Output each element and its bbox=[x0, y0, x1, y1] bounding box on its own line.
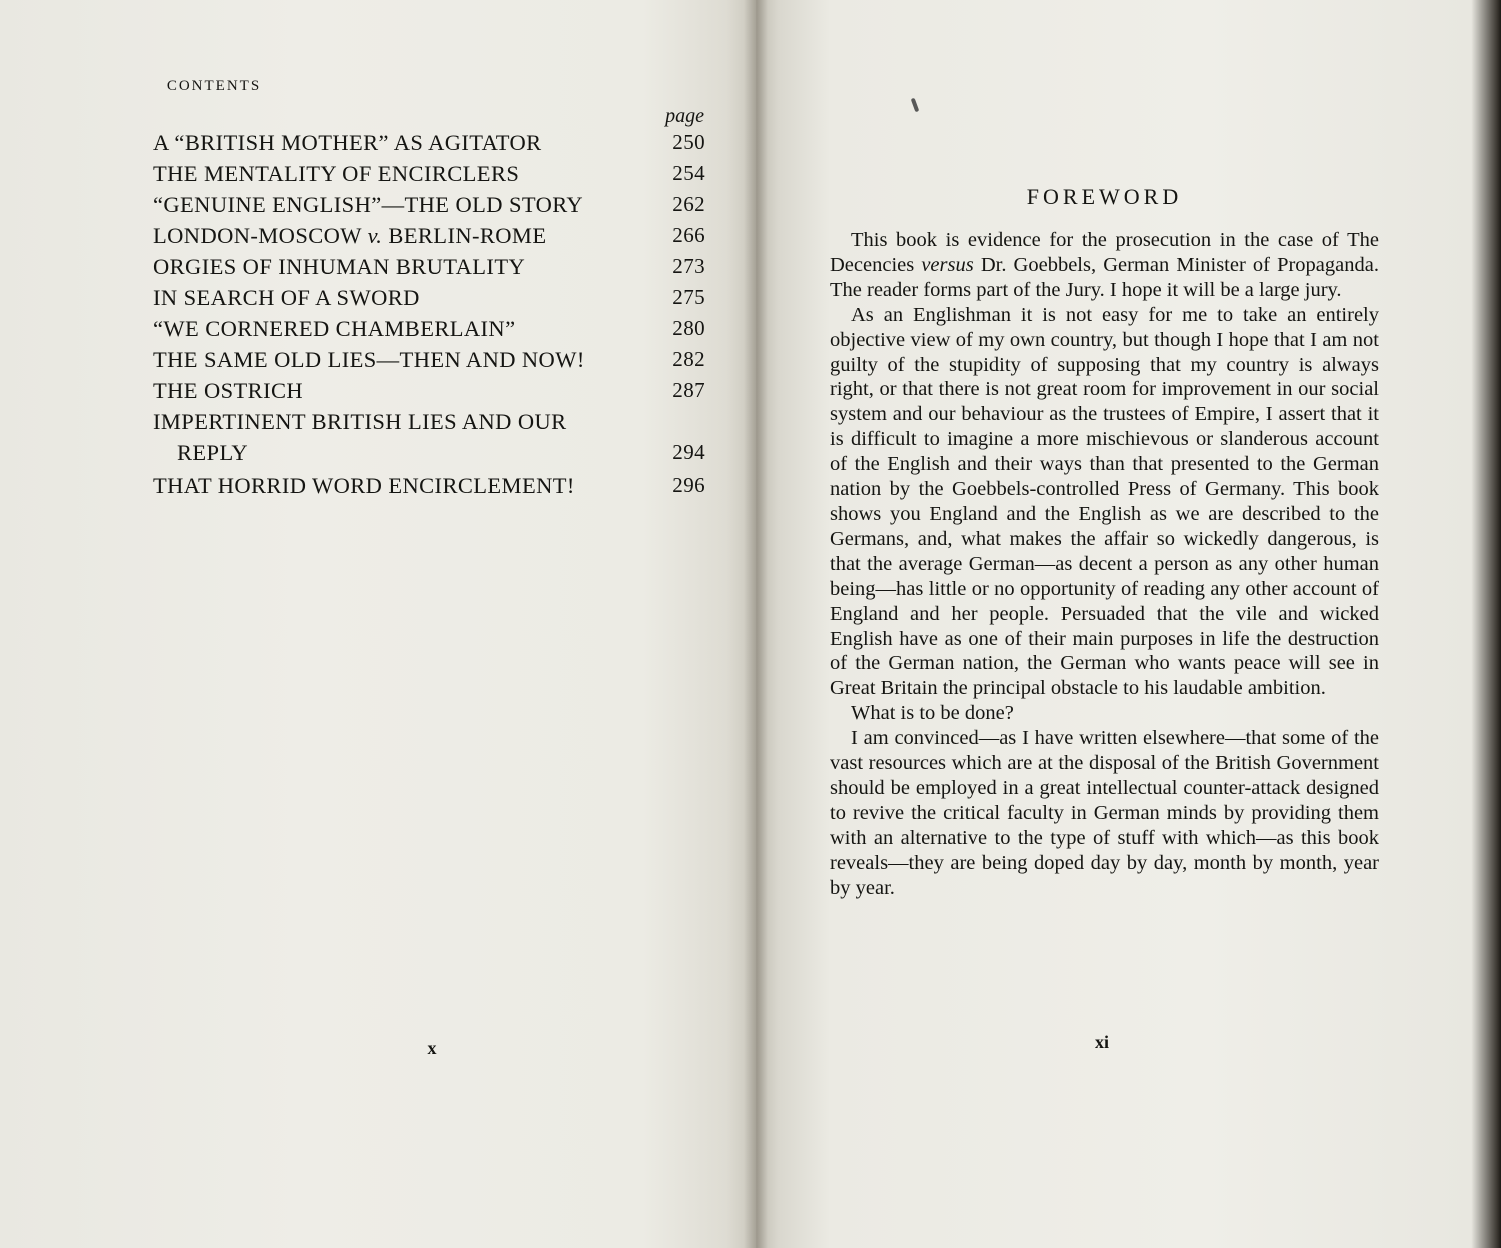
toc-entry-title: IN SEARCH OF A SWORD bbox=[153, 285, 420, 310]
toc-entry-title: THE OSTRICH bbox=[153, 378, 304, 403]
paragraph-text: Dr. Goebbels, German Minister of Propaganda. The reader forms part of the Jury. I hope it will be a large jury. bbox=[830, 253, 1379, 301]
toc-entry-title: THE SAME OLD LIES—THEN AND NOW! bbox=[153, 347, 585, 372]
toc-title-part: BERLIN-ROME bbox=[382, 223, 547, 248]
foreword-heading: FOREWORD bbox=[1026, 184, 1183, 209]
toc-entry-page: 250 bbox=[672, 130, 705, 154]
foreword-paragraph bbox=[830, 228, 1379, 303]
toc-entry-page: 262 bbox=[672, 192, 705, 216]
toc-entry-title: “GENUINE ENGLISH”—THE OLD STORY bbox=[153, 192, 584, 217]
foreword-paragraph: As an Englishman it is not easy for me to take an entirely objective view of my own country, but though I hope that I am not guilty of the stupidity of supposing that my country is always right, or that there is not great room for improvement in our social system and our behaviour as the trustees of Empire, I assert that it is difficult to imagine a more mischievous or slanderous account of the English and their ways than that presented to the German nation by the Goebbels-controlled Press of Germany. This book shows you England and the English as we are described to the Germans, and, what makes the affair so wickedly dangerous, is that the average German—as decent a person as any other human being—has little or no opportunity of reading any other account of England and her people. Persuaded that the vile and wicked English have as one of their main purposes in life the destruction of the German nation, the German who wants peace will see in Great Britain the principal obstacle to his laudable ambition. bbox=[830, 303, 1379, 700]
foreword-paragraph: What is to be done? bbox=[851, 702, 1014, 725]
toc-entry-page: 266 bbox=[672, 223, 705, 247]
toc-entry-page: 273 bbox=[672, 254, 705, 278]
toc-entry-title: “WE CORNERED CHAMBERLAIN” bbox=[153, 316, 516, 341]
toc-title-line: IMPERTINENT BRITISH LIES AND OUR bbox=[153, 409, 567, 434]
folio-right: xi bbox=[1094, 1032, 1109, 1052]
toc-entry-title: A “BRITISH MOTHER” AS AGITATOR bbox=[153, 130, 542, 155]
toc-entry bbox=[153, 375, 705, 406]
paragraph-text: This book is evidence for the prosecution in the case of The Decencies bbox=[830, 229, 1379, 276]
page-column-label: page bbox=[665, 105, 704, 127]
book-gutter bbox=[744, 0, 768, 1248]
contents-heading: CONTENTS bbox=[166, 78, 262, 94]
toc-entry-page: 287 bbox=[672, 378, 705, 402]
paragraph-italic: versus bbox=[921, 253, 974, 276]
toc-entry bbox=[153, 344, 705, 375]
toc-title-italic: v. bbox=[367, 223, 383, 248]
toc-entry-page: 294 bbox=[672, 440, 705, 464]
table-of-contents bbox=[153, 127, 705, 501]
toc-entry-page: 296 bbox=[672, 473, 705, 497]
toc-entry-page: 282 bbox=[672, 347, 705, 371]
folio-left: x bbox=[427, 1038, 437, 1058]
toc-entry bbox=[153, 313, 705, 344]
toc-entry bbox=[153, 220, 705, 251]
toc-entry bbox=[153, 251, 705, 282]
toc-entry-title bbox=[153, 406, 579, 468]
toc-entry bbox=[153, 282, 705, 313]
toc-entry-page: 275 bbox=[672, 285, 705, 309]
toc-entry bbox=[153, 189, 705, 220]
toc-entry bbox=[153, 470, 705, 501]
toc-entry-page: 280 bbox=[672, 316, 705, 340]
toc-entry-title: THAT HORRID WORD ENCIRCLEMENT! bbox=[153, 473, 575, 498]
toc-title-part: LONDON-MOSCOW bbox=[153, 223, 368, 248]
toc-entry-title: THE MENTALITY OF ENCIRCLERS bbox=[153, 161, 520, 186]
toc-entry-title: ORGIES OF INHUMAN BRUTALITY bbox=[153, 254, 526, 279]
foreword-paragraph: I am convinced—as I have written elsewhere—that some of the vast resources which are at the disposal of the British Government should be employed in a great intellectual counter-attack designed to revive the critical faculty in German minds by providing them with an alternative to the type of stuff with which—as this book reveals—they are being doped day by day, month by month, year by year. bbox=[830, 727, 1379, 899]
toc-title-line: REPLY bbox=[177, 440, 249, 465]
toc-entry bbox=[153, 158, 705, 189]
toc-entry-page: 254 bbox=[672, 161, 705, 185]
toc-entry-title bbox=[153, 220, 558, 251]
toc-entry bbox=[153, 406, 705, 468]
foreword-body bbox=[830, 228, 1379, 900]
toc-entry bbox=[153, 127, 705, 158]
